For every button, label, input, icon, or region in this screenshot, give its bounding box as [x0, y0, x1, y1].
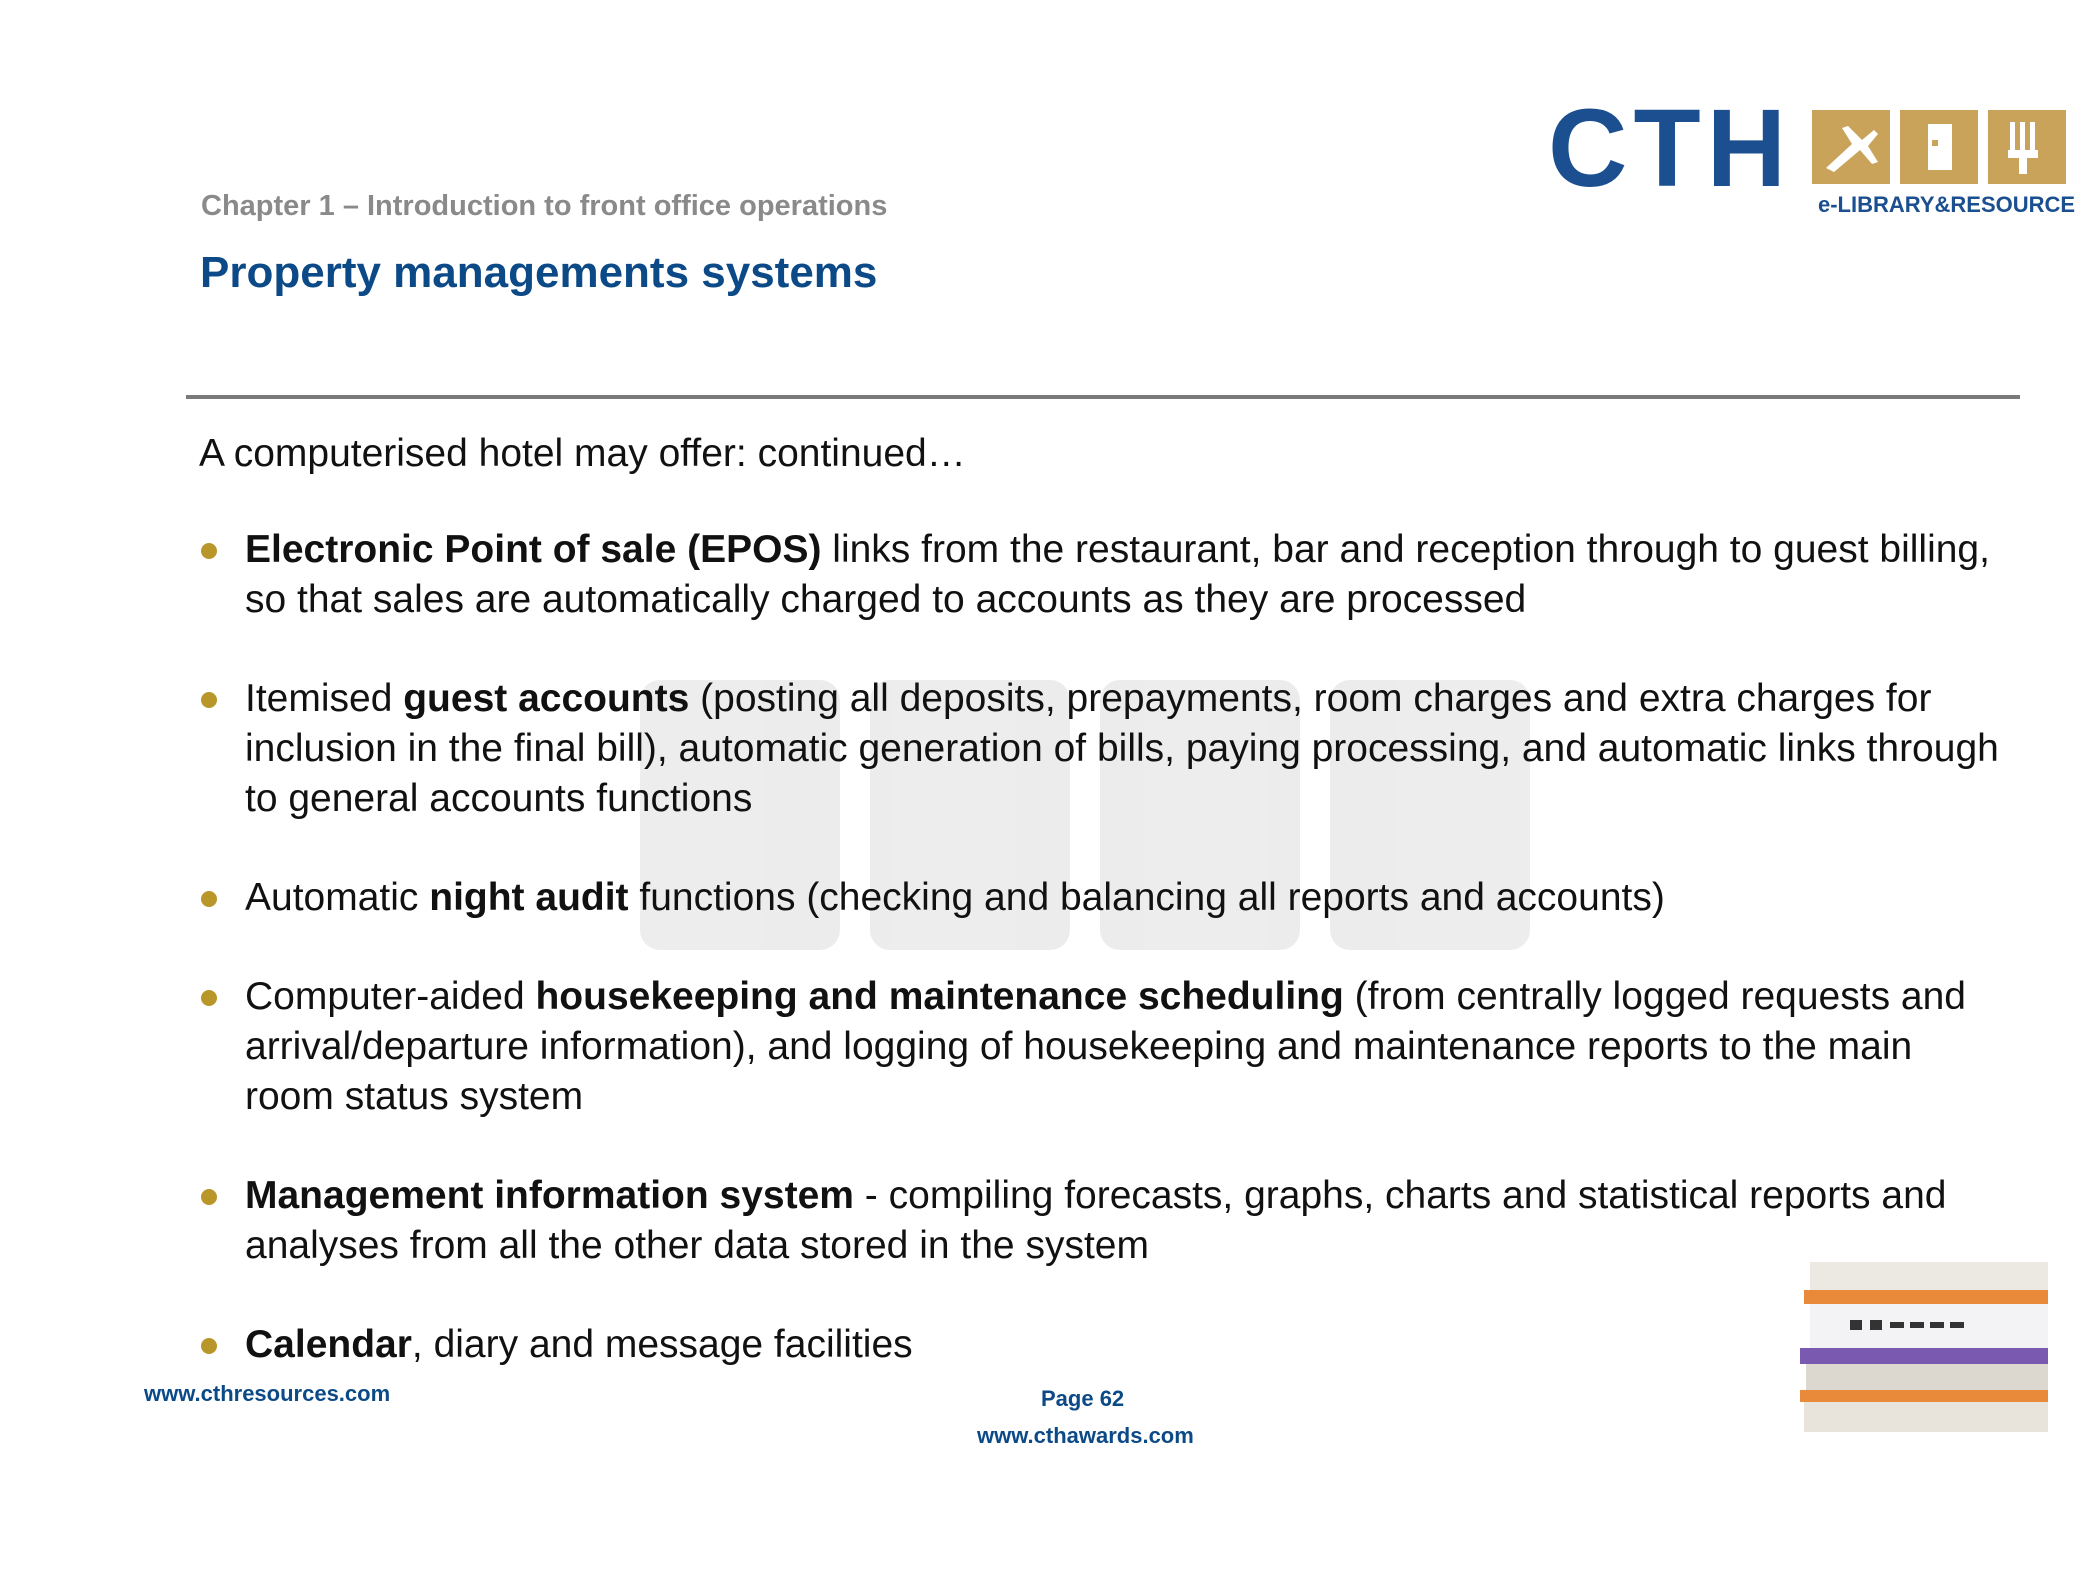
list-item: Electronic Point of sale (EPOS) links from the restaurant, bar and reception through to guest billing, so that sales are automatically charged to accounts as they are processed	[199, 525, 1999, 625]
bullet-dot	[201, 1338, 217, 1354]
page-number: Page 62	[1041, 1386, 1125, 1411]
logo-text: CTH	[1548, 87, 1793, 210]
list-item: Itemised guest accounts (posting all deposits, prepayments, room charges and extra charges for inclusion in the final bill), automatic generation of bills, paying processing, and automatic links through to general accounts functions	[199, 674, 1999, 824]
bullet-dot	[201, 543, 217, 559]
page-title: Property managements systems	[200, 248, 878, 297]
list-item: Automatic night audit functions (checking and balancing all reports and accounts)	[199, 873, 1999, 923]
bullet-dot	[201, 692, 217, 708]
intro-text: A computerised hotel may offer: continued…	[199, 432, 966, 475]
list-item: Management information system - compiling forecasts, graphs, charts and statistical reports and analyses from all the other data stored in the system	[199, 1171, 1999, 1271]
bullet-dot	[201, 1189, 217, 1205]
cth-logo	[1548, 87, 2075, 220]
resources-link[interactable]: www.cthresources.com	[144, 1381, 391, 1406]
door-icon	[1900, 110, 1978, 184]
books-image	[1800, 1262, 2048, 1432]
logo-tagline: e-LIBRARY&RESOURCE	[1818, 192, 2075, 217]
airplane-icon	[1812, 110, 1890, 184]
bullet-dot	[201, 891, 217, 907]
list-item: Computer-aided housekeeping and maintenance scheduling (from centrally logged requests and arrival/departure information), and logging of housekeeping and maintenance reports to the main room status system	[199, 972, 1999, 1122]
feature-list	[199, 525, 1999, 1419]
chapter-heading: Chapter 1 – Introduction to front office operations	[201, 190, 888, 222]
bullet-dot	[201, 990, 217, 1006]
awards-link[interactable]: www.cthawards.com	[977, 1423, 1194, 1448]
header-divider	[186, 395, 2020, 399]
cutlery-icon	[1988, 110, 2066, 184]
list-item: Calendar, diary and message facilities	[199, 1320, 1999, 1370]
